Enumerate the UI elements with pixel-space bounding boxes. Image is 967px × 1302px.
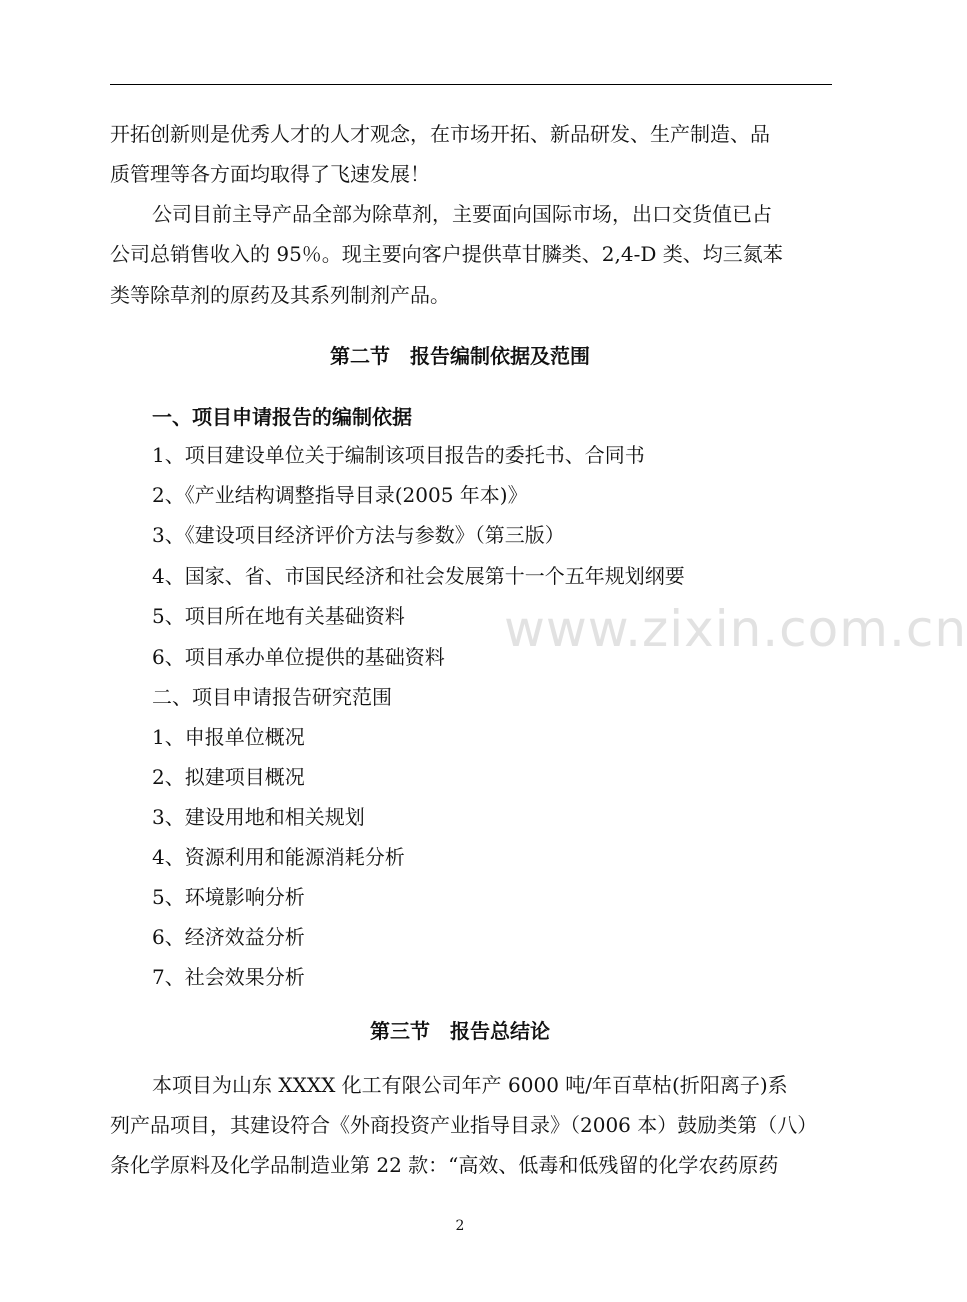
scope-item-7: 7、社会效果分析 [152,965,305,989]
intro-line-3: 公司目前主导产品全部为除草剂，主要面向国际市场，出口交货值已占 [152,202,772,226]
intro-line-2: 质管理等各方面均取得了飞速发展！ [110,162,430,186]
section3-title: 第三节 报告总结论 [370,1019,550,1043]
scope-item-2: 2、拟建项目概况 [152,765,305,789]
section2-subtitle-2: 二、项目申请报告研究范围 [152,685,392,709]
scope-item-3: 3、建设用地和相关规划 [152,805,365,829]
scope-item-4: 4、资源利用和能源消耗分析 [152,845,405,869]
conclusion-line-1: 本项目为山东 XXXX 化工有限公司年产 6000 吨/年百草枯(折阳离子)系 [152,1073,788,1097]
scope-item-6: 6、经济效益分析 [152,925,305,949]
scope-item-1: 1、申报单位概况 [152,725,305,749]
header-rule [110,84,832,85]
basis-item-2: 2、《产业结构调整指导目录(2005 年本)》 [152,483,528,507]
basis-item-3: 3、《建设项目经济评价方法与参数》（第三版） [152,523,565,547]
basis-item-6: 6、项目承办单位提供的基础资料 [152,645,445,669]
scope-item-5: 5、环境影响分析 [152,885,305,909]
basis-item-1: 1、项目建设单位关于编制该项目报告的委托书、合同书 [152,443,645,467]
section2-subtitle-1: 一、项目申请报告的编制依据 [152,405,412,429]
intro-line-5: 类等除草剂的原药及其系列制剂产品。 [110,283,450,307]
intro-line-4: 公司总销售收入的 95％。现主要向客户提供草甘膦类、2,4-D 类、均三氮苯 [110,242,783,266]
section2-title: 第二节 报告编制依据及范围 [330,344,590,368]
basis-item-4: 4、国家、省、市国民经济和社会发展第十一个五年规划纲要 [152,564,685,588]
conclusion-line-3: 条化学原料及化学品制造业第 22 款：“高效、低毒和低残留的化学农药原药 [110,1153,779,1177]
page-number: 2 [455,1218,465,1234]
watermark: www.zixin.com.cn [504,600,967,658]
conclusion-line-2: 列产品项目，其建设符合《外商投资产业指导目录》（2006 本）鼓励类第（八） [110,1113,818,1137]
basis-item-5: 5、项目所在地有关基础资料 [152,604,405,628]
intro-line-1: 开拓创新则是优秀人才的人才观念，在市场开拓、新品研发、生产制造、品 [110,122,770,146]
